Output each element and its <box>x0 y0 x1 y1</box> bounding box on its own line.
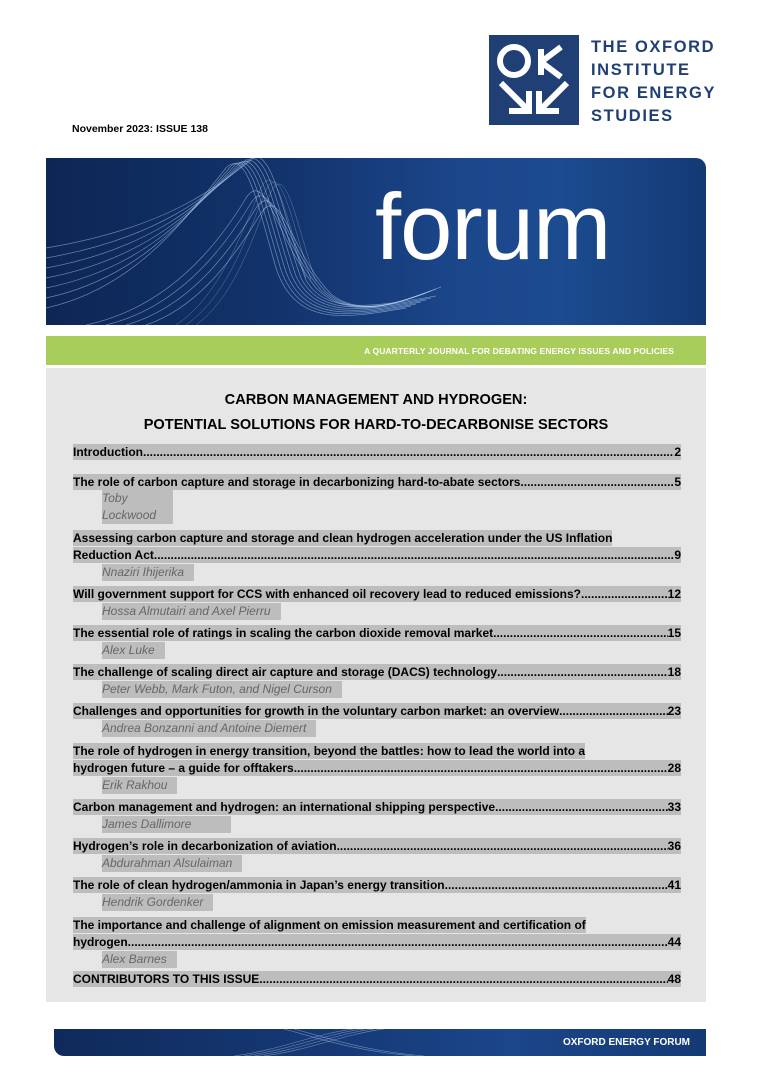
forum-wordmark: forum <box>375 174 611 279</box>
footer-title: OXFORD ENERGY FORUM <box>562 1037 690 1048</box>
issue-title-line1: CARBON MANAGEMENT AND HYDROGEN: <box>224 392 528 408</box>
oies-logo-mark <box>489 35 579 125</box>
toc-entry-page: 9 <box>674 548 681 562</box>
toc-entry-page: 48 <box>667 972 681 986</box>
toc-entry-page: 44 <box>667 935 681 949</box>
toc-entry-title-line1[interactable]: The importance and challenge of alignment on emission measurement and certification of <box>73 918 586 932</box>
toc-entry[interactable] <box>73 664 681 698</box>
toc-entry-page: 28 <box>667 761 681 775</box>
toc-entry-author: Nnaziri Ihijerika <box>102 564 194 581</box>
toc-entry-author: Hendrik Gordenker <box>102 894 213 911</box>
toc-entry-author: Peter Webb, Mark Futon, and Nigel Curson <box>102 681 342 698</box>
toc-entry-title[interactable]: The essential role of ratings in scaling the carbon dioxide removal market <box>73 626 494 640</box>
tagline-bar <box>46 336 706 365</box>
toc-entry-author: Abdurahman Alsulaiman <box>102 855 242 872</box>
toc-entry-page: 12 <box>667 587 681 601</box>
toc-entry-contributors[interactable] <box>73 971 681 987</box>
logo-line: FOR ENERGY <box>591 84 717 102</box>
toc-entry-page: 41 <box>667 878 681 892</box>
toc-entry-title[interactable]: Will government support for CCS with enhanced oil recovery lead to reduced emissions? <box>73 587 581 601</box>
toc-entry-title[interactable]: The challenge of scaling direct air capture and storage (DACS) technology <box>73 665 498 679</box>
logo-line: INSTITUTE <box>591 61 691 79</box>
toc-entry[interactable] <box>73 529 681 581</box>
toc-entry-page: 2 <box>674 445 681 459</box>
forum-banner <box>46 158 706 325</box>
toc-entry[interactable] <box>73 916 681 968</box>
tagline: A QUARTERLY JOURNAL FOR DEBATING ENERGY ISSUES AND POLICIES <box>364 346 674 356</box>
toc-entry-title-line1[interactable]: Assessing carbon capture and storage and clean hydrogen acceleration under the US Inflation <box>73 531 613 545</box>
toc-entry-author: Erik Rakhou <box>102 777 177 794</box>
logo-line: THE OXFORD <box>591 38 716 56</box>
toc-entry-author: James Dallimore <box>102 816 231 833</box>
toc-entry[interactable] <box>73 838 681 872</box>
toc-entry-introduction[interactable] <box>73 444 681 460</box>
toc-entry-title[interactable]: The role of clean hydrogen/ammonia in Japan’s energy transition <box>73 878 445 892</box>
contents-panel <box>46 368 706 1002</box>
toc-entry-author: Toby Lockwood <box>102 490 173 524</box>
toc-entry[interactable] <box>73 877 681 911</box>
toc-entry[interactable] <box>73 625 681 659</box>
oies-logo-text <box>591 36 716 128</box>
toc-entry-page: 33 <box>667 800 681 814</box>
toc-entry-title[interactable]: CONTRIBUTORS TO THIS ISSUE <box>73 972 260 986</box>
toc-entry-page: 18 <box>667 665 681 679</box>
footer-bar <box>54 1029 706 1056</box>
toc-entry-title-line1[interactable]: The role of hydrogen in energy transition, beyond the battles: how to lead the world into a <box>73 744 586 758</box>
toc-entry-title[interactable]: Hydrogen’s role in decarbonization of aviation <box>73 839 337 853</box>
toc-entry[interactable] <box>73 799 681 833</box>
toc-entry-author: Andrea Bonzanni and Antoine Diemert <box>102 720 316 737</box>
toc-entry[interactable] <box>73 474 681 524</box>
toc-entry-title[interactable]: The role of carbon capture and storage in decarbonizing hard-to-abate sectors <box>73 475 521 489</box>
toc-entry[interactable] <box>73 742 681 794</box>
toc-entry-author: Alex Luke <box>102 642 165 659</box>
toc-entry-title[interactable]: Carbon management and hydrogen: an international shipping perspective <box>73 800 496 814</box>
toc-entry-page: 23 <box>667 704 681 718</box>
issue-label: November 2023: ISSUE 138 <box>72 123 208 135</box>
logo-line: STUDIES <box>591 107 674 125</box>
table-of-contents <box>73 442 681 987</box>
toc-entry-author: Alex Barnes <box>102 951 177 968</box>
toc-entry-title[interactable]: hydrogen future – a guide for offtakers <box>73 761 294 775</box>
toc-entry-page: 36 <box>667 839 681 853</box>
toc-entry-title[interactable]: hydrogen <box>73 935 128 949</box>
toc-entry-author: Hossa Almutairi and Axel Pierru <box>102 603 281 620</box>
toc-entry[interactable] <box>73 703 681 737</box>
toc-entry[interactable] <box>73 586 681 620</box>
toc-entry-page: 5 <box>674 475 681 489</box>
issue-title-line2: POTENTIAL SOLUTIONS FOR HARD-TO-DECARBONISE SECTORS <box>143 417 609 433</box>
toc-entry-title[interactable]: Challenges and opportunities for growth in the voluntary carbon market: an overview <box>73 704 560 718</box>
toc-entry-title[interactable]: Introduction <box>73 445 143 459</box>
toc-entry-page: 15 <box>667 626 681 640</box>
toc-entry-title[interactable]: Reduction Act <box>73 548 154 562</box>
